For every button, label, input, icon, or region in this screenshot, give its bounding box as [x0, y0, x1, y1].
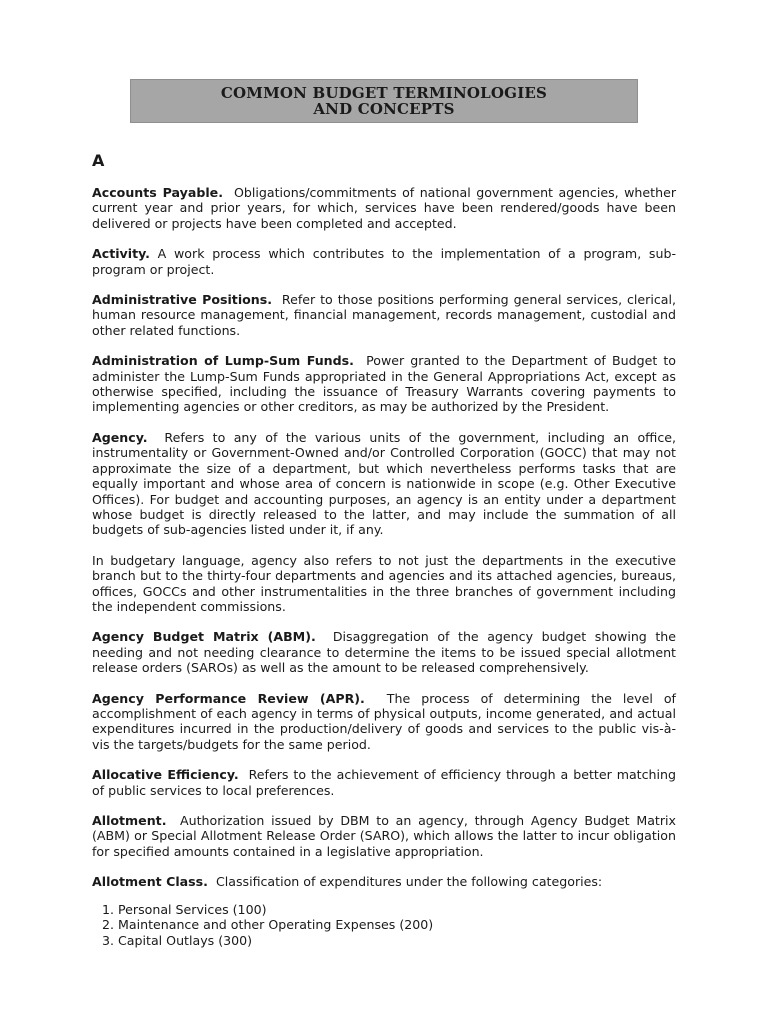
entry-definition: The process of determining the level of accomplishment of each agency in terms of physical outputs, income generated, and actual expenditures incurred in the production/delivery of goods and services to the public vis-à-vis the targets/budgets for the same period. [92, 690, 676, 752]
allotment-class-list [92, 902, 676, 949]
entry-allotment-class [92, 874, 676, 889]
entry-definition: Power granted to the Department of Budget to administer the Lump-Sum Funds appropriated in the General Appropriations Act, except as otherwise specified, including the issuance of Treasury Warrants covering payments to implementing agencies or other creditors, as may be authorized by the President. [92, 353, 676, 415]
entry-definition: Authorization issued by DBM to an agency, through Agency Budget Matrix (ABM) or Special Allotment Release Order (SARO), which allows the latter to incur obligation for specified amounts contained in a legislative appropriation. [92, 813, 677, 859]
entry-term: Agency Performance Review (APR). [92, 690, 365, 706]
entry-term: Administrative Positions. [92, 292, 273, 308]
entry-agency-budget-matrix [92, 629, 676, 675]
entry-definition: Refer to those positions performing general services, clerical, human resource management, financial management, records management, custodial and other related functions. [92, 292, 676, 338]
title-banner [130, 79, 638, 123]
entry-definition: A work process which contributes to the implementation of a program, sub-program or project. [92, 246, 676, 277]
entry-definition: Refers to any of the various units of the government, including an office, instrumentality or Government-Owned and/or Controlled Corporation (GOCC) that may not approximate the size of a department, but which nevertheless performs tasks that are equally important and whose area of concern is nationwide in scope (e.g. Other Executive Offices). For budget and accounting purposes, an agency is an entity under a department whose budget is directly released to the latter, and may include the summation of all budgets of sub-agencies listed under it, if any. [92, 429, 676, 538]
entry-accounts-payable [92, 185, 676, 231]
entry-term: Allocative Efficiency. [92, 767, 239, 783]
entry-activity [92, 246, 676, 277]
entry-administrative-positions [92, 292, 676, 338]
glossary-content [92, 151, 676, 948]
entry-term: Activity. [92, 246, 150, 262]
section-letter: A [92, 151, 105, 170]
entry-term: Allotment. [92, 813, 167, 828]
list-item: 3. Capital Outlays (300) [118, 933, 676, 949]
entry-agency-continued [92, 553, 676, 615]
entry-term: Agency Budget Matrix (ABM). [92, 629, 316, 645]
entry-term: Agency. [92, 429, 148, 445]
entry-term: Accounts Payable. [92, 185, 224, 200]
entry-term: Allotment Class. [92, 874, 208, 890]
entry-allocative-efficiency [92, 767, 676, 798]
entry-term: Administration of Lump-Sum Funds. [92, 353, 354, 369]
entry-agency-performance-review [92, 691, 676, 753]
entry-definition: Classification of expenditures under the following categories: [215, 874, 603, 890]
list-item: 2. Maintenance and other Operating Expenses (200) [118, 917, 676, 933]
entry-definition: Obligations/commitments of national government agencies, whether current year and prior years, for which, services have been rendered/goods have been delivered or projects have been completed and accepted. [92, 185, 676, 231]
title-line-2: AND CONCEPTS [313, 100, 455, 118]
title-line-1: COMMON BUDGET TERMINOLOGIES [220, 84, 548, 102]
list-item: 1. Personal Services (100) [118, 902, 676, 918]
entry-definition: In budgetary language, agency also refers to not just the departments in the executive branch but to the thirty-four departments and agencies and its attached agencies, bureaus, offices, GOCCs and other instrumentalities in the three branches of government including the independent commissions. [92, 552, 676, 614]
entry-definition: Refers to the achievement of efficiency through a better matching of public services to local preferences. [92, 767, 677, 798]
entry-allotment [92, 813, 676, 859]
entry-definition: Disaggregation of the agency budget showing the needing and not needing clearance to determine the items to be issued special allotment release orders (SAROs) as well as the amount to be released comprehensively. [92, 629, 676, 676]
entry-administration-lump-sum-funds [92, 353, 676, 415]
entry-agency [92, 430, 676, 538]
